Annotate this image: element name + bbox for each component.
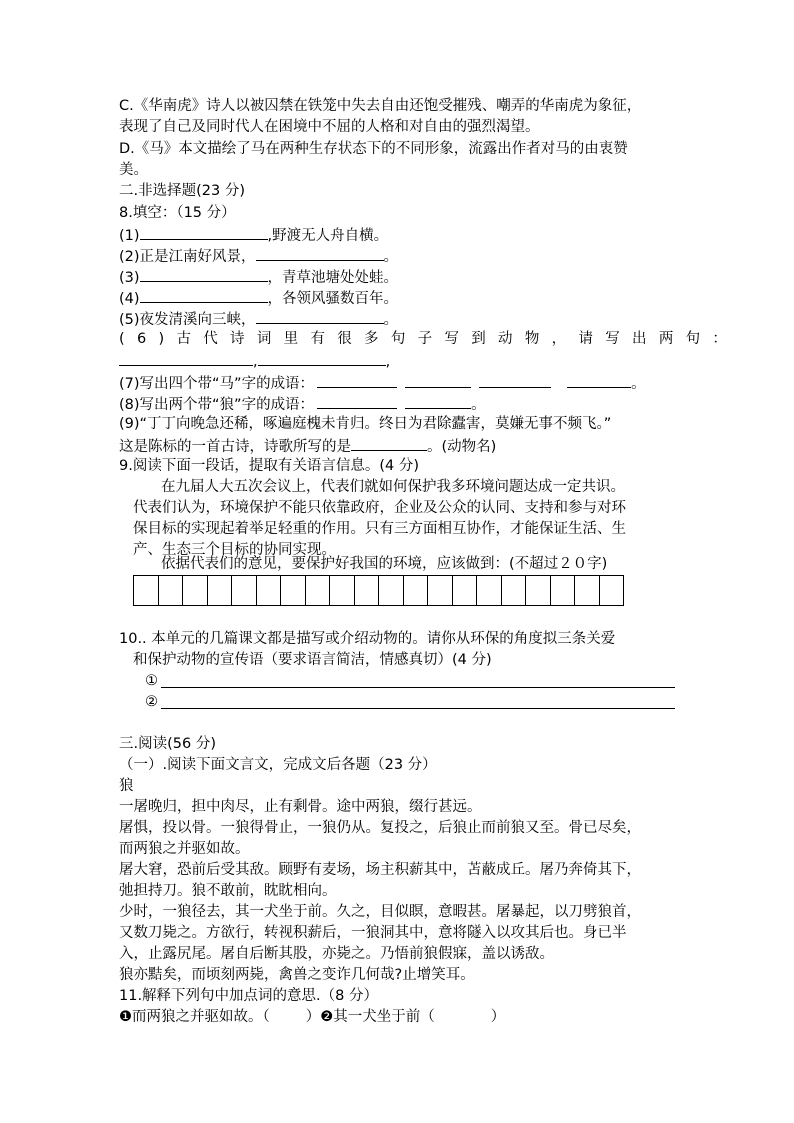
- reading-1-heading: （一）.阅读下面文言文，完成文后各题（23 分）: [119, 757, 437, 773]
- fill-item-9-line2: 这是陈标的一首古诗，诗歌所写的是 。(动物名): [119, 435, 496, 457]
- q9-passage-line4: 产、生态三个目标的协同实现。: [133, 542, 336, 558]
- passage-line-3: 而两狼之并驱如故。: [119, 841, 250, 857]
- question-9-heading: 9.阅读下面一段话，提取有关语言信息。(4 分): [119, 458, 419, 474]
- slogan-answer-line-2[interactable]: [161, 708, 675, 709]
- passage-line-9: 狼亦黠矣，而顷刻两毙，禽兽之变诈几何哉?止增笑耳。: [119, 967, 475, 983]
- q9-passage-line3: 保目标的实现起着举足轻重的作用。只有三方面相互协作，才能保证生活、生: [133, 521, 626, 537]
- grid-cell[interactable]: [574, 575, 600, 606]
- answer-blank[interactable]: [119, 350, 253, 366]
- answer-blank[interactable]: [405, 393, 471, 409]
- answer-blank[interactable]: [140, 224, 268, 240]
- passage-title: 狼: [119, 778, 134, 794]
- answer-blank[interactable]: [256, 245, 384, 261]
- passage-line-2: 屠惧，投以骨。一狼得骨止，一狼仍从。复投之，后狼止而前狼又至。骨已尽矣，: [119, 820, 641, 836]
- answer-blank[interactable]: [317, 393, 397, 409]
- passage-line-1: 一屠晚归，担中肉尽，止有剩骨。途中两狼，缀行甚远。: [119, 799, 482, 815]
- grid-cell[interactable]: [231, 575, 257, 606]
- fill-item-5: (5)夜发清溪向三峡， 。: [119, 308, 398, 330]
- answer-blank[interactable]: [479, 372, 551, 388]
- grid-cell[interactable]: [256, 575, 282, 606]
- question-11-heading: 11.解释下列句中加点词的意思.（8 分）: [119, 988, 379, 1004]
- answer-blank[interactable]: [256, 308, 384, 324]
- fill-item-7: (7)写出四个带“马”字的成语： 。: [119, 372, 646, 394]
- grid-cell[interactable]: [599, 575, 625, 606]
- question-10-line1: 10.. 本单元的几篇课文都是描写或介绍动物的。请你从环保的角度拟三条关爱: [119, 631, 616, 647]
- fill-item-4: (4) ，各领风骚数百年。: [119, 287, 398, 309]
- fill-item-6-blanks: , ,: [119, 350, 390, 372]
- q9-passage-line2: 代表们认为，环境保护不能只依靠政府，企业及公众的认同、支持和参与对环: [133, 500, 626, 516]
- answer-grid[interactable]: [133, 575, 624, 606]
- question-10-line2: 和保护动物的宣传语（要求语言简洁，情感真切）(4 分): [133, 652, 492, 668]
- passage-line-6: 少时，一狼径去，其一犬坐于前。久之，目似瞑，意暇甚。屠暴起，以刀劈狼首，: [119, 904, 641, 920]
- section-3-heading: 三.阅读(56 分): [119, 736, 216, 752]
- grid-cell[interactable]: [525, 575, 551, 606]
- fill-item-9-line1: (9)“丁丁向晚急还稀，啄遍庭槐未肯归。终日为君除蠹害，莫嫌无事不频飞。”: [119, 416, 612, 432]
- grid-cell[interactable]: [427, 575, 453, 606]
- grid-cell[interactable]: [207, 575, 233, 606]
- slogan-marker-2: ②: [145, 694, 158, 710]
- grid-cell[interactable]: [182, 575, 208, 606]
- answer-blank[interactable]: [140, 266, 268, 282]
- fill-item-2: (2)正是江南好风景， 。: [119, 245, 398, 267]
- option-c-line1: C.《华南虎》诗人以被囚禁在铁笼中失去自由还饱受摧残、嘲弄的华南虎为象征，: [119, 98, 642, 114]
- grid-cell[interactable]: [280, 575, 306, 606]
- passage-line-5: 弛担持刀。狼不敢前，眈眈相向。: [119, 883, 337, 899]
- option-d-line2: 美。: [119, 162, 148, 178]
- option-c-line2: 表现了自己及同时代人在困境中不屈的人格和对自由的强烈渴望。: [119, 119, 540, 135]
- option-d-line1: D.《马》本文描绘了马在两种生存状态下的不同形象，流露出作者对马的由衷赞: [119, 141, 628, 157]
- fill-item-6: (6)古代诗词里有很多句子写到动物，请写出两句：: [119, 331, 740, 347]
- grid-cell[interactable]: [476, 575, 502, 606]
- answer-blank[interactable]: [567, 372, 631, 388]
- answer-blank[interactable]: [351, 435, 427, 451]
- question-8-heading: 8.填空：（15 分）: [119, 205, 236, 221]
- q9-instruction: 依据代表们的意见，要保护好我国的环境，应该做到：(不超过２０字): [161, 556, 608, 572]
- section-2-heading: 二.非选择题(23 分): [119, 183, 245, 199]
- grid-cell[interactable]: [329, 575, 355, 606]
- passage-line-7: 又数刀毙之。方欲行，转视积薪后，一狼洞其中，意将隧入以攻其后也。身已半: [119, 925, 627, 941]
- grid-cell[interactable]: [378, 575, 404, 606]
- slogan-marker-1: ①: [145, 673, 158, 689]
- grid-cell[interactable]: [158, 575, 184, 606]
- fill-item-3: (3) ，青草池塘处处蛙。: [119, 266, 398, 288]
- fill-item-8: (8)写出两个带“狼”字的成语： 。: [119, 393, 486, 415]
- grid-cell[interactable]: [354, 575, 380, 606]
- question-11-items: ❶而两狼之并驱如故。（ ）❷其一犬坐于前（ ）: [119, 1009, 506, 1025]
- answer-blank[interactable]: [258, 350, 386, 366]
- grid-cell[interactable]: [550, 575, 576, 606]
- answer-blank[interactable]: [317, 372, 397, 388]
- grid-cell[interactable]: [452, 575, 478, 606]
- grid-cell[interactable]: [305, 575, 331, 606]
- passage-line-8: 入，止露尻尾。屠自后断其股，亦毙之。乃悟前狼假寐，盖以诱敌。: [119, 946, 554, 962]
- fill-item-1: (1) ,野渡无人舟自横。: [119, 224, 388, 246]
- passage-line-4: 屠大窘，恐前后受其敌。顾野有麦场，场主积薪其中，苫蔽成丘。屠乃奔倚其下，: [119, 862, 641, 878]
- q9-passage-line1: 在九届人大五次会议上，代表们就如何保护我多环境问题达成一定共识。: [161, 479, 625, 495]
- slogan-answer-line-1[interactable]: [161, 687, 675, 688]
- grid-cell[interactable]: [403, 575, 429, 606]
- answer-blank[interactable]: [140, 287, 268, 303]
- grid-cell[interactable]: [501, 575, 527, 606]
- answer-blank[interactable]: [405, 372, 471, 388]
- grid-cell[interactable]: [133, 575, 159, 606]
